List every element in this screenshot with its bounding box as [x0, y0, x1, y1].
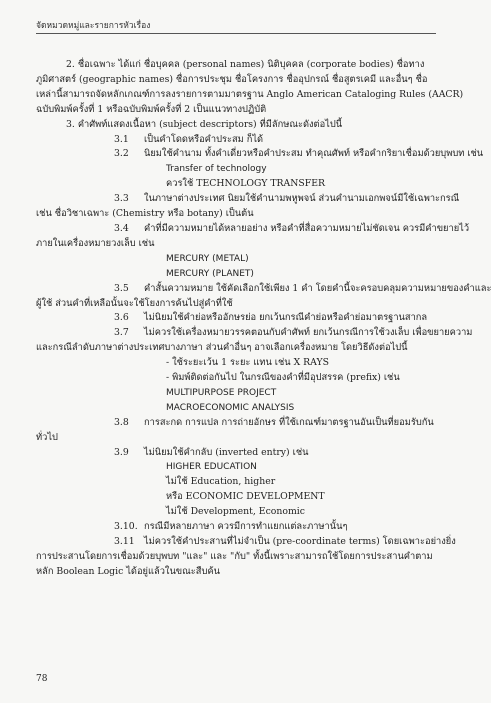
- item-number: 3.2: [114, 148, 129, 160]
- item-number: 3.8: [114, 416, 129, 428]
- paragraph-line: ฉบับพิมพ์ครั้งที่ 1 หรือฉบับพิมพ์ครั้งที่ 2 เป็นแนวทางปฏิบัติ: [36, 103, 267, 115]
- example-line: Transfer of technology: [166, 164, 267, 175]
- item-number: 3.7: [114, 327, 129, 339]
- example-line: MERCURY (METAL): [166, 253, 249, 264]
- subsection-3-6: [36, 311, 436, 326]
- subsection-3-2: [36, 147, 484, 162]
- paragraph-line: ภูมิศาสตร์ (geographic names) ชื่อการประชุม ชื่อโครงการ ชื่ออุปกรณ์ ชื่อสูตรเคมี และอื่นๆ ชื่อ: [36, 73, 428, 85]
- header-rule: [36, 33, 436, 34]
- subsection-3-5: [36, 282, 491, 297]
- example-line: MULTIPURPOSE PROJECT: [166, 387, 277, 398]
- body-text: [36, 58, 491, 580]
- bullet-line: - พิมพ์ติดต่อกันไป ในกรณีของคำที่มีอุปสรรค (prefix) เช่น: [166, 372, 400, 384]
- example-line: หรือ ECONOMIC DEVELOPMENT: [166, 491, 325, 503]
- running-head: จัดหมวดหมู่และรายการหัวเรื่อง: [36, 21, 151, 31]
- item-number: 3.11: [114, 536, 135, 547]
- paragraph-line: ผู้ใช้ ส่วนคำที่เหลือนั้นจะใช้โยงการค้นไปสู่คำที่ใช้: [36, 297, 233, 309]
- item-text: ไม่นิยมใช้คำกลับ (inverted entry) เช่น: [144, 446, 309, 458]
- item-number: 3.5: [114, 282, 129, 294]
- item-text: ไม่นิยมใช้คำย่อหรืออักษรย่อ ยกเว้นกรณีคำย่อหรือคำย่อมาตรฐานสากล: [144, 312, 428, 324]
- paragraph-line: เหล่านี้สามารถจัดหลักเกณฑ์การลงรายการตามมาตรฐาน Anglo American Cataloging Rules (AACR): [36, 88, 464, 100]
- example-line: MACROECONOMIC ANALYSIS: [166, 402, 295, 413]
- item-number: 3.9: [114, 446, 129, 458]
- item-text: นิยมใช้คำนาม ทั้งคำเดี่ยวหรือคำประสม ทำคุณศัพท์ หรือคำกริยาเชื่อมด้วยบุพบท เช่น: [144, 148, 484, 160]
- paragraph-line: 3. คำศัพท์แสดงเนื้อหา (subject descriptors) ที่มีลักษณะดังต่อไปนี้: [66, 118, 343, 130]
- example-line: ไม่ใช้ Development, Economic: [166, 506, 305, 518]
- subsection-3-11: [36, 535, 456, 550]
- subsection-3-1: [36, 133, 436, 148]
- item-number: 3.1: [114, 133, 129, 145]
- subsection-3-3: [36, 192, 460, 207]
- item-text: ไม่ควรใช้เครื่องหมายวรรคตอนกับคำศัพท์ ยกเว้นกรณีการใช้วงเล็บ เพื่อขยายความ: [144, 327, 473, 339]
- item-number: 3.3: [114, 193, 129, 205]
- subsection-3-7: [36, 326, 473, 341]
- item-text: เป็นคำโดดหรือคำประสม ก็ได้: [144, 133, 264, 145]
- item-text: คำสั้นความหมาย ใช้คัดเลือกใช้เพียง 1 คำ โดยคำนี้จะครอบคลุมความหมายของคำและ: [144, 282, 491, 294]
- paragraph-line: หลัก Boolean Logic ได้อยู่แล้วในขณะสืบค้น: [36, 565, 220, 577]
- item-number: 3.4: [114, 222, 129, 234]
- paragraph-line: และกรณีลำดับภาษาต่างประเทศบางภาษา ส่วนคำอื่นๆ อาจเลือกเครื่องหมาย โดยวิธีดังต่อไปนี้: [36, 342, 408, 354]
- item-text: ในภาษาต่างประเทศ นิยมใช้คำนามพหูพจน์ ส่วนคำนามเอกพจน์มีใช้เฉพาะกรณี: [144, 193, 460, 205]
- subsection-3-4: [36, 222, 470, 237]
- bullet-line: - ใช้ระยะเว้น 1 ระยะ แทน เช่น X RAYS: [166, 357, 329, 369]
- item-text: คำที่มีความหมายได้หลายอย่าง หรือคำที่สื่อความหมายไม่ชัดเจน ควรมีคำขยายไว้: [144, 222, 470, 234]
- item-number: 3.10.: [114, 521, 138, 533]
- paragraph-line: การประสานโดยการเชื่อมด้วยบุพบท "และ" และ "กับ" ทั้งนี้เพราะสามารถใช้โดยการประสานคำตาม: [36, 550, 433, 562]
- paragraph-line: ภายในเครื่องหมายวงเล็บ เช่น: [36, 237, 155, 249]
- item-text: การสะกด การแปล การถ่ายอักษร ที่ใช้เกณฑ์มาตรฐานอันเป็นที่ยอมรับกัน: [144, 416, 434, 428]
- paragraph-line: เช่น ชื่อวิชาเฉพาะ (Chemistry หรือ botany) เป็นต้น: [36, 208, 254, 220]
- paragraph-line: 2. ชื่อเฉพาะ ได้แก่ ชื่อบุคคล (personal names) นิติบุคคล (corporate bodies) ชื่อทาง: [66, 59, 425, 70]
- page-number: 78: [36, 674, 48, 684]
- example-line: MERCURY (PLANET): [166, 268, 254, 279]
- example-line: ควรใช้ TECHNOLOGY TRANSFER: [166, 178, 326, 190]
- subsection-3-10: [36, 520, 436, 535]
- example-line: ไม่ใช้ Education, higher: [166, 476, 276, 488]
- example-line: HIGHER EDUCATION: [166, 462, 257, 473]
- paragraph-line: ทั่วไป: [36, 431, 58, 443]
- item-number: 3.6: [114, 312, 129, 324]
- subsection-3-8: [36, 416, 436, 431]
- item-text: กรณีมีหลายภาษา ควรมีการทำแยกแต่ละภาษานั้นๆ: [144, 521, 348, 533]
- item-text: ไม่ควรใช้คำประสานที่ไม่จำเป็น (pre-coordinate terms) โดยเฉพาะอย่างยิ่ง: [144, 536, 456, 547]
- subsection-3-9: [36, 446, 436, 461]
